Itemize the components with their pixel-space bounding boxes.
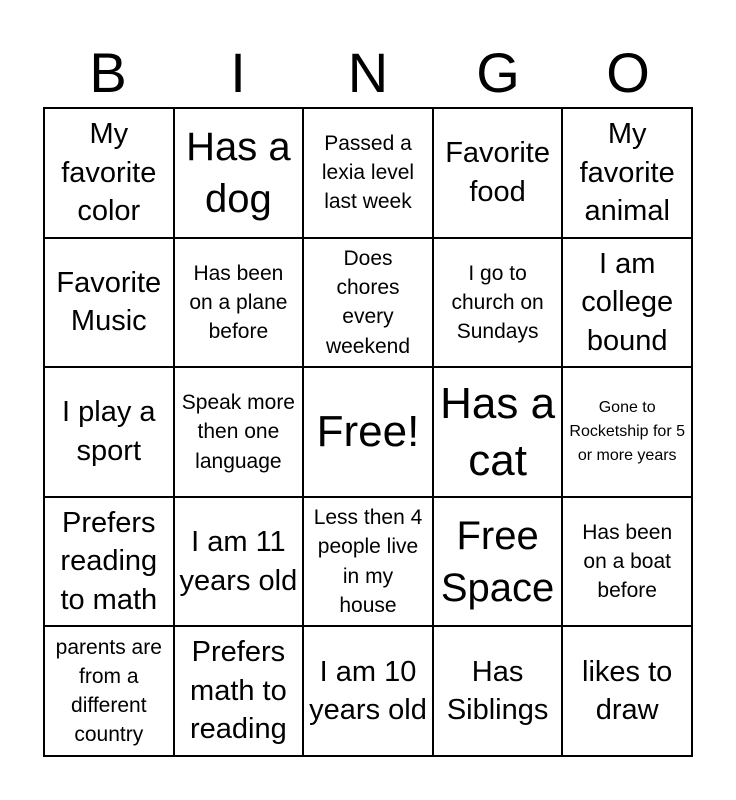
header-letter-g: G xyxy=(476,41,520,104)
cell-text: Speak more then one language xyxy=(181,391,295,473)
cell-text: Does chores every weekend xyxy=(325,247,411,358)
cell-text: I am college bound xyxy=(581,247,674,357)
bingo-cell[interactable] xyxy=(303,497,433,627)
cell-text: Gone to Rocketship for 5 or more years xyxy=(569,398,685,464)
bingo-cell[interactable] xyxy=(303,238,433,368)
cell-text: Prefers math to reading xyxy=(190,636,287,746)
bingo-cell[interactable] xyxy=(44,626,174,756)
cell-text: My favorite color xyxy=(61,117,157,228)
header-letter-n: N xyxy=(347,41,389,104)
cell-text: I am 11 years old xyxy=(179,526,298,597)
bingo-cell[interactable] xyxy=(303,108,433,238)
cell-text: Less then 4 people live in my house xyxy=(313,506,423,617)
cell-text: Passed a lexia level last week xyxy=(321,132,415,214)
cell-text: Prefers reading to math xyxy=(60,506,158,616)
bingo-cell[interactable] xyxy=(562,238,692,368)
bingo-cell[interactable] xyxy=(174,626,304,756)
bingo-cell[interactable] xyxy=(433,497,563,627)
bingo-grid xyxy=(43,107,693,757)
cell-text: I go to church on Sundays xyxy=(451,261,544,343)
header-letter-i: I xyxy=(230,41,246,104)
cell-text: Free Space xyxy=(440,513,555,610)
bingo-cell[interactable] xyxy=(44,108,174,238)
cell-text: Has Siblings xyxy=(446,655,549,727)
bingo-header xyxy=(43,40,693,106)
bingo-cell[interactable] xyxy=(303,626,433,756)
bingo-cell[interactable] xyxy=(174,238,304,368)
bingo-cell[interactable] xyxy=(562,497,692,627)
cell-text: Free! xyxy=(316,407,420,457)
header-letter-b: B xyxy=(89,41,127,104)
header-letter-o: O xyxy=(606,41,650,104)
cell-text: Has a dog xyxy=(186,124,291,221)
cell-text: Favorite Music xyxy=(56,266,162,338)
bingo-cell[interactable] xyxy=(433,367,563,497)
bingo-cell[interactable] xyxy=(433,626,563,756)
cell-text: parents are from a different country xyxy=(55,635,162,747)
bingo-cell[interactable] xyxy=(174,367,304,497)
bingo-cell[interactable] xyxy=(44,367,174,497)
bingo-cell[interactable] xyxy=(562,108,692,238)
bingo-cell[interactable] xyxy=(433,108,563,238)
cell-text: I play a sport xyxy=(62,396,156,467)
cell-text: My favorite animal xyxy=(579,117,675,228)
cell-text: Has been on a boat before xyxy=(582,520,673,603)
bingo-cell[interactable] xyxy=(562,626,692,756)
bingo-cell[interactable] xyxy=(174,108,304,238)
cell-text: likes to draw xyxy=(582,655,673,727)
cell-text: Has been on a plane before xyxy=(189,261,288,343)
bingo-cell[interactable] xyxy=(433,238,563,368)
bingo-cell[interactable] xyxy=(174,497,304,627)
cell-text: Has a cat xyxy=(440,378,556,485)
cell-text: Favorite food xyxy=(445,137,550,208)
bingo-cell[interactable] xyxy=(44,238,174,368)
bingo-cell[interactable] xyxy=(562,367,692,497)
cell-text: I am 10 years old xyxy=(309,655,427,727)
bingo-cell[interactable] xyxy=(44,497,174,627)
bingo-cell free-cell[interactable] xyxy=(303,367,433,497)
